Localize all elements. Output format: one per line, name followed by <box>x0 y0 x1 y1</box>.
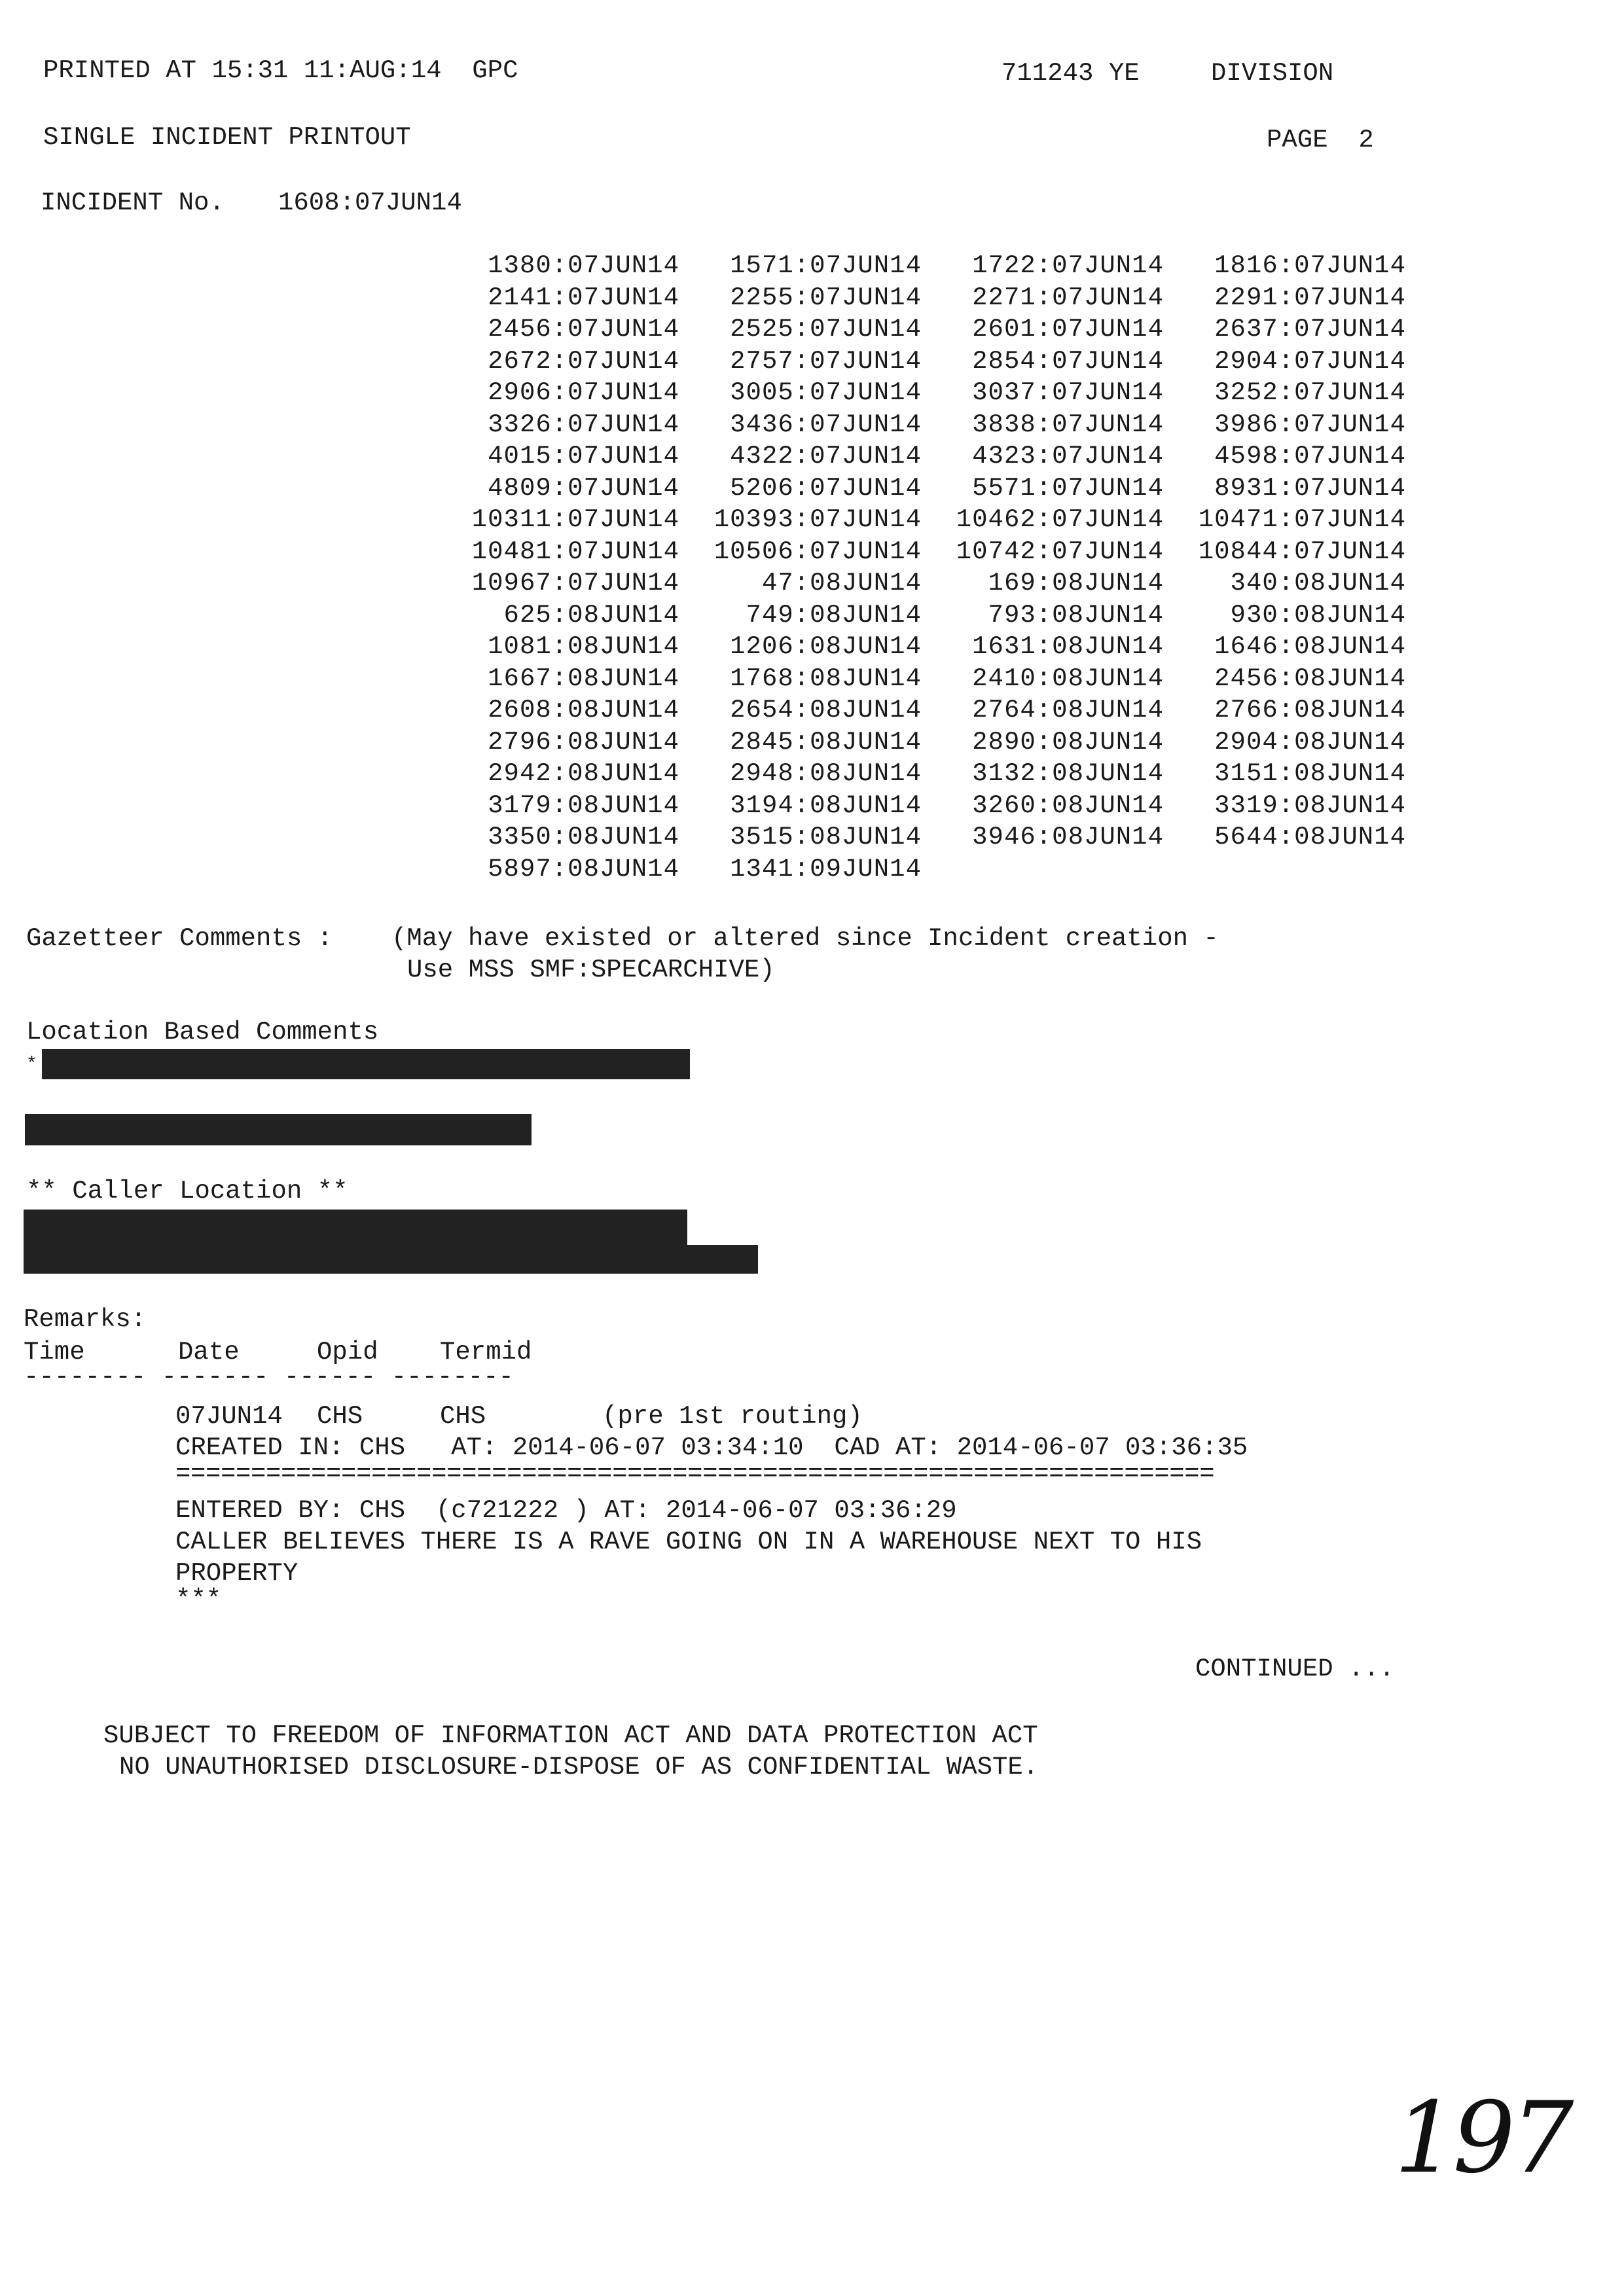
incident-reference: 2764:08JUN14 <box>972 696 1164 725</box>
created-line: CREATED IN: CHS AT: 2014-06-07 03:34:10 CAD AT: 2014-06-07 03:36:35 <box>175 1433 1248 1462</box>
incident-reference: 2948:08JUN14 <box>730 759 922 788</box>
incident-reference: 2654:08JUN14 <box>730 696 922 725</box>
incident-reference: 3037:07JUN14 <box>972 378 1164 407</box>
division-label: DIVISION <box>1211 59 1334 88</box>
remark-text-line-2: PROPERTY <box>175 1559 298 1588</box>
incident-reference: 3252:07JUN14 <box>1214 378 1406 407</box>
incident-reference: 3132:08JUN14 <box>972 759 1164 788</box>
incident-reference: 2141:07JUN14 <box>488 283 679 312</box>
incident-reference: 749:08JUN14 <box>746 600 922 630</box>
incident-reference: 2904:08JUN14 <box>1214 727 1406 757</box>
incident-reference: 2757:07JUN14 <box>730 346 922 376</box>
location-star: * <box>26 1054 37 1075</box>
column-header-time: Time <box>24 1338 85 1367</box>
gazetteer-line-1: (May have existed or altered since Incident creation - <box>391 924 1219 953</box>
incident-reference: 10481:07JUN14 <box>471 537 679 566</box>
redaction-bar <box>24 1210 687 1274</box>
incident-reference: 1646:08JUN14 <box>1214 632 1406 661</box>
incident-reference: 340:08JUN14 <box>1230 569 1406 598</box>
incident-reference: 47:08JUN14 <box>761 569 922 598</box>
incident-reference: 4323:07JUN14 <box>972 442 1164 471</box>
incident-reference: 10393:07JUN14 <box>713 505 922 534</box>
incident-reference: 10471:07JUN14 <box>1198 505 1406 534</box>
incident-reference: 625:08JUN14 <box>503 600 679 630</box>
incident-reference: 10462:07JUN14 <box>956 505 1164 534</box>
remarks-label: Remarks: <box>24 1305 147 1334</box>
redaction-bar <box>25 1114 532 1145</box>
incident-reference: 5897:08JUN14 <box>488 854 679 884</box>
incident-reference: 2766:08JUN14 <box>1214 696 1406 725</box>
incident-reference: 930:08JUN14 <box>1230 600 1406 630</box>
confidentiality-notice-2: NO UNAUTHORISED DISCLOSURE-DISPOSE OF AS CONFIDENTIAL WASTE. <box>119 1753 1039 1782</box>
column-header-termid: Termid <box>440 1338 532 1367</box>
incident-reference: 1768:08JUN14 <box>730 664 922 693</box>
remark-text-line-1: CALLER BELIEVES THERE IS A RAVE GOING ON IN A WAREHOUSE NEXT TO HIS <box>175 1528 1202 1556</box>
incident-reference: 2637:07JUN14 <box>1214 315 1406 344</box>
incident-reference: 2291:07JUN14 <box>1214 283 1406 312</box>
incident-reference: 1206:08JUN14 <box>730 632 922 661</box>
separator-line: ===================================================================== <box>175 1460 1215 1488</box>
incident-number: 1608:07JUN14 <box>278 188 462 217</box>
incident-reference: 3515:08JUN14 <box>730 823 922 852</box>
redaction-bar <box>681 1245 758 1274</box>
entry-date: 07JUN14 <box>175 1402 283 1431</box>
incident-reference: 3326:07JUN14 <box>488 410 679 439</box>
incident-reference: 2890:08JUN14 <box>972 727 1164 757</box>
incident-reference: 2796:08JUN14 <box>488 727 679 757</box>
incident-reference: 2608:08JUN14 <box>488 696 679 725</box>
column-dash-line: -------- ------- ------ -------- <box>24 1363 514 1391</box>
incident-reference: 1571:07JUN14 <box>730 251 922 280</box>
incident-reference: 2601:07JUN14 <box>972 315 1164 344</box>
handwritten-page-number: 197 <box>1394 2081 1570 2195</box>
incident-reference: 169:08JUN14 <box>988 569 1164 598</box>
column-header-opid: Opid <box>317 1338 378 1367</box>
incident-reference: 2904:07JUN14 <box>1214 346 1406 376</box>
incident-reference: 5644:08JUN14 <box>1214 823 1406 852</box>
incident-reference: 2672:07JUN14 <box>488 346 679 376</box>
incident-reference: 1081:08JUN14 <box>488 632 679 661</box>
incident-reference: 10506:07JUN14 <box>713 537 922 566</box>
incident-reference: 2255:07JUN14 <box>730 283 922 312</box>
linked-incident-references <box>445 251 1414 886</box>
entry-note: (pre 1st routing) <box>602 1402 863 1431</box>
incident-reference: 3151:08JUN14 <box>1214 759 1406 788</box>
incident-reference: 1722:07JUN14 <box>972 251 1164 280</box>
incident-reference: 10742:07JUN14 <box>956 537 1164 566</box>
incident-reference: 1631:08JUN14 <box>972 632 1164 661</box>
incident-reference: 2906:07JUN14 <box>488 378 679 407</box>
incident-reference: 3179:08JUN14 <box>488 791 679 820</box>
end-marker: *** <box>175 1585 222 1614</box>
incident-reference: 2854:07JUN14 <box>972 346 1164 376</box>
caller-location-label: ** Caller Location ** <box>26 1177 348 1206</box>
incident-reference: 4598:07JUN14 <box>1214 442 1406 471</box>
continued-label: CONTINUED ... <box>1195 1655 1395 1683</box>
incident-label: INCIDENT No. <box>41 188 225 217</box>
incident-reference: 1816:07JUN14 <box>1214 251 1406 280</box>
entry-termid: CHS <box>440 1402 486 1431</box>
document-type: SINGLE INCIDENT PRINTOUT <box>43 123 411 152</box>
incident-reference: 2942:08JUN14 <box>488 759 679 788</box>
column-header-date: Date <box>178 1338 240 1367</box>
redaction-bar <box>42 1049 690 1079</box>
incident-reference: 2271:07JUN14 <box>972 283 1164 312</box>
confidentiality-notice-1: SUBJECT TO FREEDOM OF INFORMATION ACT AND DATA PROTECTION ACT <box>103 1721 1038 1750</box>
incident-reference: 4015:07JUN14 <box>488 442 679 471</box>
reference-code: 711243 YE <box>1001 59 1140 88</box>
incident-reference: 3838:07JUN14 <box>972 410 1164 439</box>
gazetteer-label: Gazetteer Comments : <box>26 924 333 953</box>
incident-reference: 1380:07JUN14 <box>488 251 679 280</box>
incident-reference: 3319:08JUN14 <box>1214 791 1406 820</box>
incident-reference: 1341:09JUN14 <box>730 854 922 884</box>
incident-reference: 3436:07JUN14 <box>730 410 922 439</box>
entry-opid: CHS <box>317 1402 363 1431</box>
incident-reference: 4809:07JUN14 <box>488 473 679 503</box>
page-label: PAGE 2 <box>1267 126 1374 154</box>
incident-reference: 1667:08JUN14 <box>488 664 679 693</box>
incident-reference: 5206:07JUN14 <box>730 473 922 503</box>
incident-reference: 4322:07JUN14 <box>730 442 922 471</box>
incident-reference: 3946:08JUN14 <box>972 823 1164 852</box>
incident-reference: 2410:08JUN14 <box>972 664 1164 693</box>
incident-reference: 10311:07JUN14 <box>471 505 679 534</box>
incident-reference: 2845:08JUN14 <box>730 727 922 757</box>
entered-line: ENTERED BY: CHS (c721222 ) AT: 2014-06-07 03:36:29 <box>175 1496 957 1525</box>
incident-reference: 8931:07JUN14 <box>1214 473 1406 503</box>
incident-reference: 2456:07JUN14 <box>488 315 679 344</box>
printed-timestamp: PRINTED AT 15:31 11:AUG:14 GPC <box>43 56 518 85</box>
incident-reference: 3986:07JUN14 <box>1214 410 1406 439</box>
gazetteer-line-2: Use MSS SMF:SPECARCHIVE) <box>407 956 775 984</box>
incident-reference: 5571:07JUN14 <box>972 473 1164 503</box>
incident-reference: 793:08JUN14 <box>988 600 1164 630</box>
incident-reference: 3005:07JUN14 <box>730 378 922 407</box>
incident-reference: 10844:07JUN14 <box>1198 537 1406 566</box>
location-comments-label: Location Based Comments <box>26 1018 379 1047</box>
incident-reference: 3350:08JUN14 <box>488 823 679 852</box>
incident-reference: 3194:08JUN14 <box>730 791 922 820</box>
incident-reference: 2525:07JUN14 <box>730 315 922 344</box>
incident-reference: 3260:08JUN14 <box>972 791 1164 820</box>
incident-reference: 10967:07JUN14 <box>471 569 679 598</box>
incident-reference: 2456:08JUN14 <box>1214 664 1406 693</box>
